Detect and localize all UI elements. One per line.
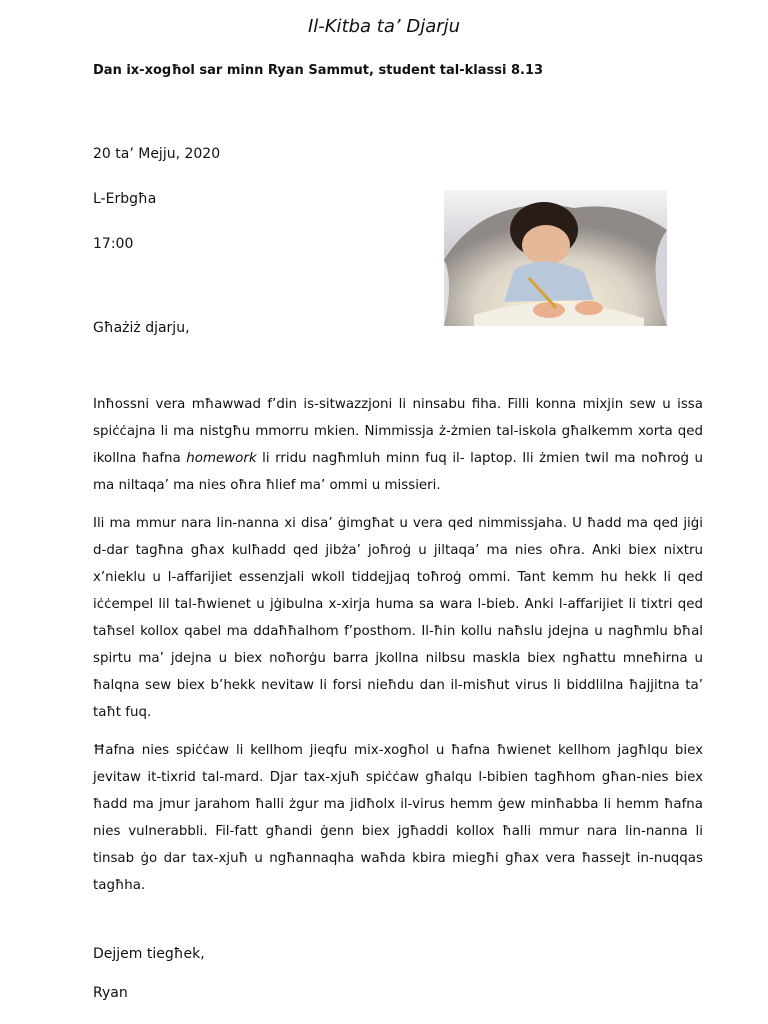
diary-body xyxy=(93,391,703,910)
closing: Dejjem tiegħek, xyxy=(93,946,205,962)
document-subtitle: Dan ix-xogħol sar minn Ryan Sammut, student tal-klassi 8.13 xyxy=(93,63,544,78)
paragraph-3: Ħafna nies spiċċaw li kellhom jieqfu mix-xogħol u ħafna ħwienet kellhom jagħlqu biex jevitaw it-tixrid tal-mard. Djar tax-xjuħ spiċċaw għalqu l-bibien tagħhom għan-nies biex ħadd ma jmur jarahom ħalli żgur ma jidħolx il-virus hemm ġew minħabba li hemm ħafna nies vulnerabbli. Fil-fatt għandi ġenn biex jgħaddi kollox ħalli mmur nara lin-nanna li tinsab ġo dar tax-xjuħ u ngħannaqha waħda kbira miegħi għax vera ħassejt in-nuqqas tagħha. xyxy=(93,743,703,893)
paragraph-1-end: li rridu nagħmluh minn fuq il- laptop. Ili żmien twil ma noħroġ u ma niltaqa’ ma nies oħra ħlief ma’ ommi u missieri. xyxy=(93,451,703,493)
paragraph-1-start: Inħossni vera mħawwad f’din is-sitwazzjoni li ninsabu fiha. Filli konna mixjin sew u issa spiċċajna li ma nistgħu mmorru mkien. Nimmissja ż-żmien tal-iskola għalkemm xorta qed ikollna ħafna xyxy=(93,397,703,466)
entry-date: 20 ta’ Mejju, 2020 xyxy=(93,146,221,162)
paragraph-2: Ili ma mmur nara lin-nanna xi disa’ ġimgħat u vera qed nimmissjaha. U ħadd ma qed jiġi d-dar tagħna għax kulħadd qed jibża’ joħroġ u jiltaqa’ ma nies oħra. Anki biex nixtru x’nieklu u l-affarijiet essenzjali wkoll tiddejjaq toħroġ ommi. Tant kemm hu hekk li qed iċċempel lil tal-ħwienet u jġibulna x-xirja huma sa wara l-bieb. Anki l-affarijiet li tixtri qed taħsel kollox qabel ma ddaħħalhom f’posthom. Il-ħin kollu naħslu jdejna u nagħmlu bħal spirtu ma’ jdejna u biex noħorġu barra jkollna nilbsu maskla biex ngħattu mneħirna u ħalqna sew biex b’hekk nevitaw li forsi nieħdu dan il-misħut virus li biddlilna ħajjitna ta’ taħt fuq. xyxy=(93,516,703,720)
paragraph-1 xyxy=(93,391,703,499)
greeting: Għażiż djarju, xyxy=(93,320,190,336)
paragraph-1-emphasis: homework xyxy=(186,451,257,466)
document-title: Il-Kitba ta’ Djarju xyxy=(307,16,461,37)
entry-weekday: L-Erbgħa xyxy=(93,191,157,207)
boy-writing-photo xyxy=(444,190,667,326)
entry-time: 17:00 xyxy=(93,236,134,252)
signature: Ryan xyxy=(93,985,128,1001)
